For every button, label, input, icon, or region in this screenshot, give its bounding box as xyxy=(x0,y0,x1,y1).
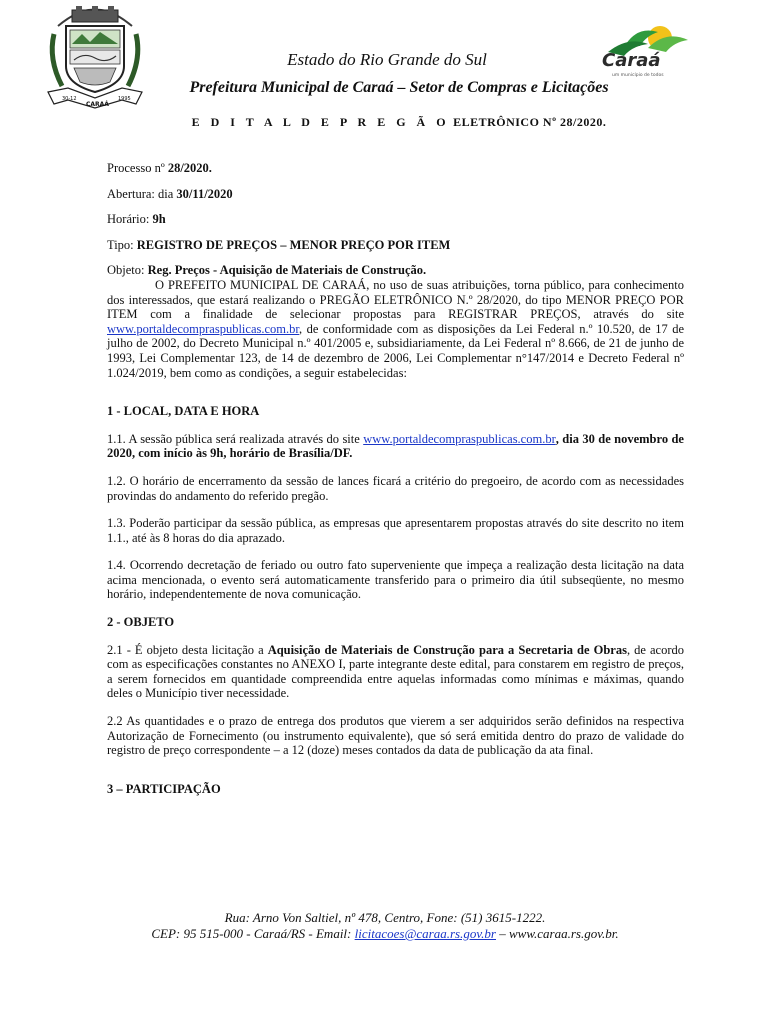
session-site-link[interactable]: www.portaldecompraspublicas.com.br xyxy=(363,431,556,446)
objeto-line xyxy=(107,263,684,278)
processo-label: Processo nº xyxy=(107,161,168,175)
logo-tagline: um município de todos xyxy=(612,73,664,78)
crest-ribbon-year: 1995 xyxy=(118,96,131,102)
state-name: Estado do Rio Grande do Sul xyxy=(287,50,487,69)
section-2-title: 2 - OBJETO xyxy=(107,615,175,630)
paragraph-1-2: 1.2. O horário de encerramento da sessão de lances ficará a critério do pregoeiro, de acordo com as necessidades provindas do andamento do referido pregão. xyxy=(107,473,684,503)
processo-value: 28/2020. xyxy=(167,161,212,175)
paragraph-2-1-text-b: , de acordo com as especificações constantes no ANEXO I, parte integrante deste edital, para constarem em registro de preços, a serem fornecidos em quantidade compreendida entre aquelas informadas como mínimas e máximas, quando deles o Município tiver necessidade. xyxy=(107,642,685,701)
footer-cep: CEP: 95 515-000 - Caraá/RS - Email: xyxy=(151,926,355,941)
footer-address: Rua: Arno Von Saltiel, nº 478, Centro, Fone: (51) 3615-1222. xyxy=(224,910,546,925)
crest-ribbon-name: CARAÁ xyxy=(86,101,109,108)
footer-contact xyxy=(0,926,770,942)
footer-email-link[interactable]: licitacoes@caraa.rs.gov.br xyxy=(354,926,496,941)
tipo-line xyxy=(107,238,684,253)
prefeitura-title: Prefeitura Municipal de Caraá – Setor de Compras e Licitações xyxy=(189,79,609,96)
edital-title xyxy=(14,115,770,130)
horario-label: Horário: xyxy=(107,212,153,227)
section-1-title: 1 - LOCAL, DATA E HORA xyxy=(107,404,260,419)
page-footer xyxy=(0,910,770,942)
paragraph-1-1 xyxy=(107,432,684,461)
process-info xyxy=(107,161,684,278)
preamble-text-2: , de conformidade com as disposições da Lei Federal n.º 10.520, de 17 de julho de 2002, do Decreto Municipal n.º 401/2005 e, subsidiariamente, da Lei Federal nº 8.666, de 21 de junho de 1993, Lei Complementar 123, de 14 de dezembro de 2006, Lei Complementar n°147/2014 e Decreto Federal nº 1.024/2019, bem como as condições, a seguir estabelecidas: xyxy=(107,321,684,380)
preamble-text-1: O PREFEITO MUNICIPAL DE CARAÁ, no uso de suas atribuições, torna público, para conhecimento dos interessados, que estará realizando o PREGÃO ELETRÔNICO N.º 28/2020, do tipo MENOR PREÇO POR ITEM com a finalidade de selecionar propostas para REGISTRAR PREÇOS, através do site xyxy=(107,277,684,322)
preamble-paragraph xyxy=(107,278,684,380)
processo-line xyxy=(107,161,684,176)
paragraph-1-1-date: , dia 30 de novembro de 2020, com início às 9h, horário de Brasília/DF. xyxy=(107,431,684,461)
paragraph-2-1-text-a: 2.1 - É objeto desta licitação a xyxy=(107,642,268,657)
objeto-value: Reg. Preços - Aquisição de Materiais de Construção. xyxy=(147,263,427,278)
section-3-title: 3 – PARTICIPAÇÃO xyxy=(107,781,221,796)
footer-website: – www.caraa.rs.gov.br. xyxy=(495,926,619,941)
paragraph-2-1-object: Aquisição de Materiais de Construção para a Secretaria de Obras xyxy=(267,642,627,657)
paragraph-1-4: 1.4. Ocorrendo decretação de feriado ou outro fato superveniente que impeça a realização desta licitação na data acima mencionada, o evento será automaticamente transferido para o primeiro dia útil subseqüente, no mesmo horário, independentemente de nova comunicação. xyxy=(107,558,684,602)
tipo-label: Tipo: xyxy=(107,237,137,252)
paragraph-2-1 xyxy=(107,643,684,701)
paragraph-2-2: 2.2 As quantidades e o prazo de entrega dos produtos que vierem a ser adquiridos serão definidos na respectiva Autorização de Fornecimento (ou instrumento equivalente), que só será emitida dentro do prazo de validade do registro de preço correspondente – a 12 (doze) meses contados da data de publicação da ata final. xyxy=(107,714,684,758)
horario-line xyxy=(107,212,684,227)
preamble-site-link[interactable]: www.portaldecompraspublicas.com.br xyxy=(107,321,300,336)
paragraph-1-3: 1.3. Poderão participar da sessão pública, as empresas que apresentarem propostas através do site descrito no item 1.1., até às 8 horas do dia aprazado. xyxy=(107,516,684,545)
crest-ribbon-date: 30-12 xyxy=(62,96,77,102)
horario-value: 9h xyxy=(152,212,166,227)
edital-title-spaced: E D I T A L D E P R E G Ã O xyxy=(191,115,450,129)
tipo-value: REGISTRO DE PREÇOS – MENOR PREÇO POR ITEM xyxy=(136,237,451,252)
abertura-label: Abertura: dia xyxy=(107,186,177,201)
edital-title-number: ELETRÔNICO Nº 28/2020. xyxy=(453,115,607,129)
logo-wordmark: Caraá xyxy=(602,50,661,71)
objeto-label: Objeto: xyxy=(107,263,148,278)
document-body xyxy=(107,161,684,796)
abertura-value: 30/11/2020 xyxy=(176,186,233,201)
abertura-line xyxy=(107,187,684,202)
paragraph-1-1-text: 1.1. A sessão pública será realizada através do site xyxy=(107,431,364,446)
